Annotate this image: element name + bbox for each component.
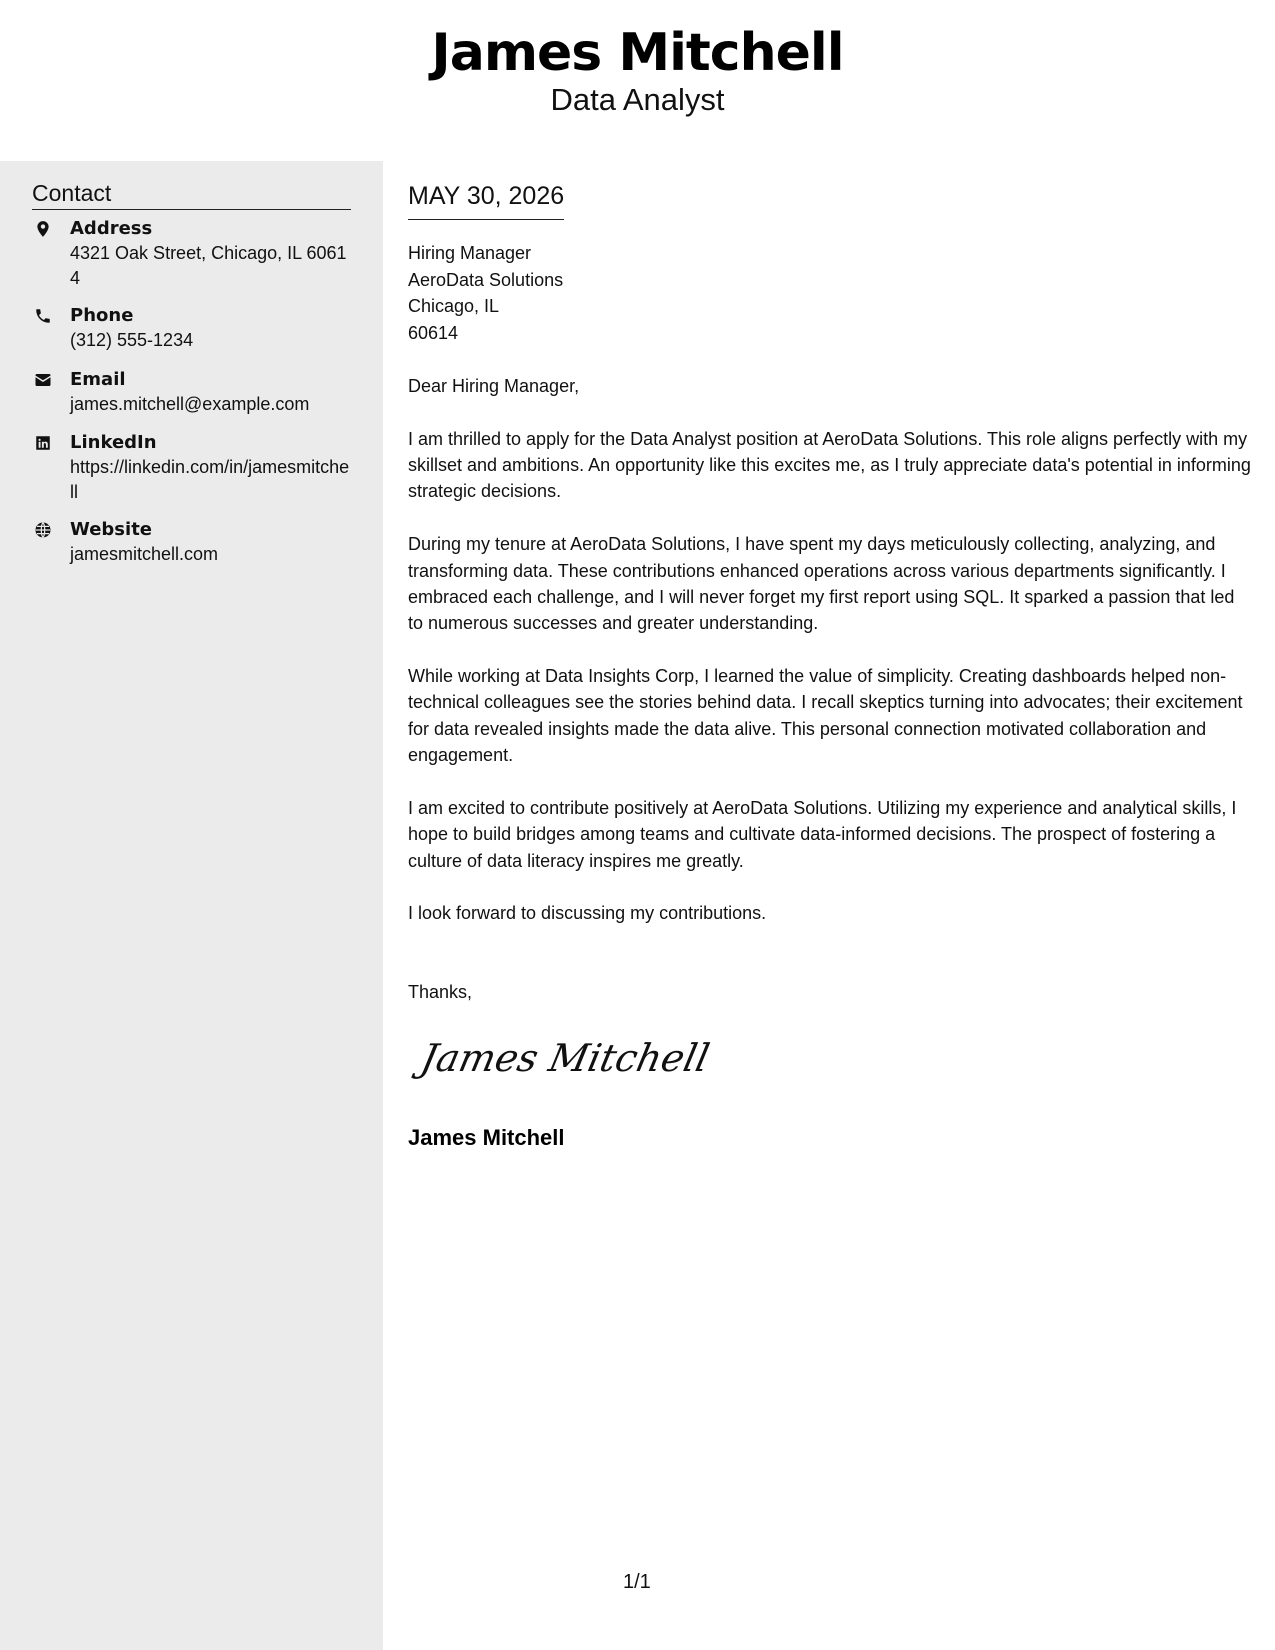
contact-label: Website <box>70 519 153 540</box>
contact-value: (312) 555-1234 <box>70 330 194 350</box>
recipient-line: Hiring Manager <box>408 243 532 263</box>
applicant-name: James Mitchell <box>431 23 844 83</box>
paragraph: I am excited to contribute positively at AeroData Solutions. Utilizing my experience and analytical skills, I hope to build bridges among teams and cultivate data-informed decisions. The prospect of fostering a culture of data literacy inspires me greatly. <box>408 797 1237 871</box>
contact-label: Address <box>70 218 153 239</box>
page-number: 1/1 <box>623 1571 651 1593</box>
applicant-role: Data Analyst <box>550 82 725 117</box>
paragraph: I look forward to discussing my contributions. <box>408 903 767 924</box>
map-pin-icon <box>34 220 52 238</box>
header <box>0 0 1275 160</box>
contact-sidebar <box>0 161 383 1650</box>
contact-label: LinkedIn <box>70 432 157 453</box>
recipient-line: 60614 <box>408 322 459 343</box>
phone-icon <box>34 307 52 325</box>
contact-label: Phone <box>70 305 134 326</box>
linkedin-icon <box>34 434 52 452</box>
contact-heading: Contact <box>32 177 351 210</box>
contact-value: https://linkedin.com/in/jamesmitchell <box>70 457 350 502</box>
paragraph: During my tenure at AeroData Solutions, I have spent my days meticulously collecting, analyzing, and transforming data. These contributions enhanced operations across various departments significantly. I embraced each challenge, and I will never forget my first report using SQL. It sparked a passion that led to numerous successes and greater understanding. <box>408 534 1235 634</box>
signature <box>416 1029 714 1089</box>
greeting: Dear Hiring Manager, <box>408 376 580 396</box>
globe-icon <box>34 521 52 539</box>
recipient-block <box>408 240 563 346</box>
recipient-line: AeroData Solutions <box>408 269 564 290</box>
contact-value: jamesmitchell.com <box>70 544 219 564</box>
closing: Thanks, <box>408 982 473 1002</box>
paragraph: While working at Data Insights Corp, I learned the value of simplicity. Creating dashboards helped non-technical colleagues see the stories behind data. I recall skeptics turning into advocates; their excitement for data revealed insights made the data alive. This personal connection motivated collaboration and engagement. <box>408 666 1243 766</box>
envelope-icon <box>34 371 52 389</box>
letter-date: MAY 30, 2026 <box>408 179 564 220</box>
contact-value: james.mitchell@example.com <box>70 394 310 414</box>
paragraph: I am thrilled to apply for the Data Analyst position at AeroData Solutions. This role aligns perfectly with my skillset and ambitions. An opportunity like this excites me, as I truly appreciate data's potential in informing strategic decisions. <box>408 428 1251 502</box>
contact-value: 4321 Oak Street, Chicago, IL 60614 <box>70 243 347 288</box>
signer-name: James Mitchell <box>408 1125 565 1150</box>
letter-text <box>408 373 1253 953</box>
recipient-line: Chicago, IL <box>408 296 500 316</box>
contact-label: Email <box>70 369 126 390</box>
signature-text: James Mitchell <box>416 1036 714 1081</box>
